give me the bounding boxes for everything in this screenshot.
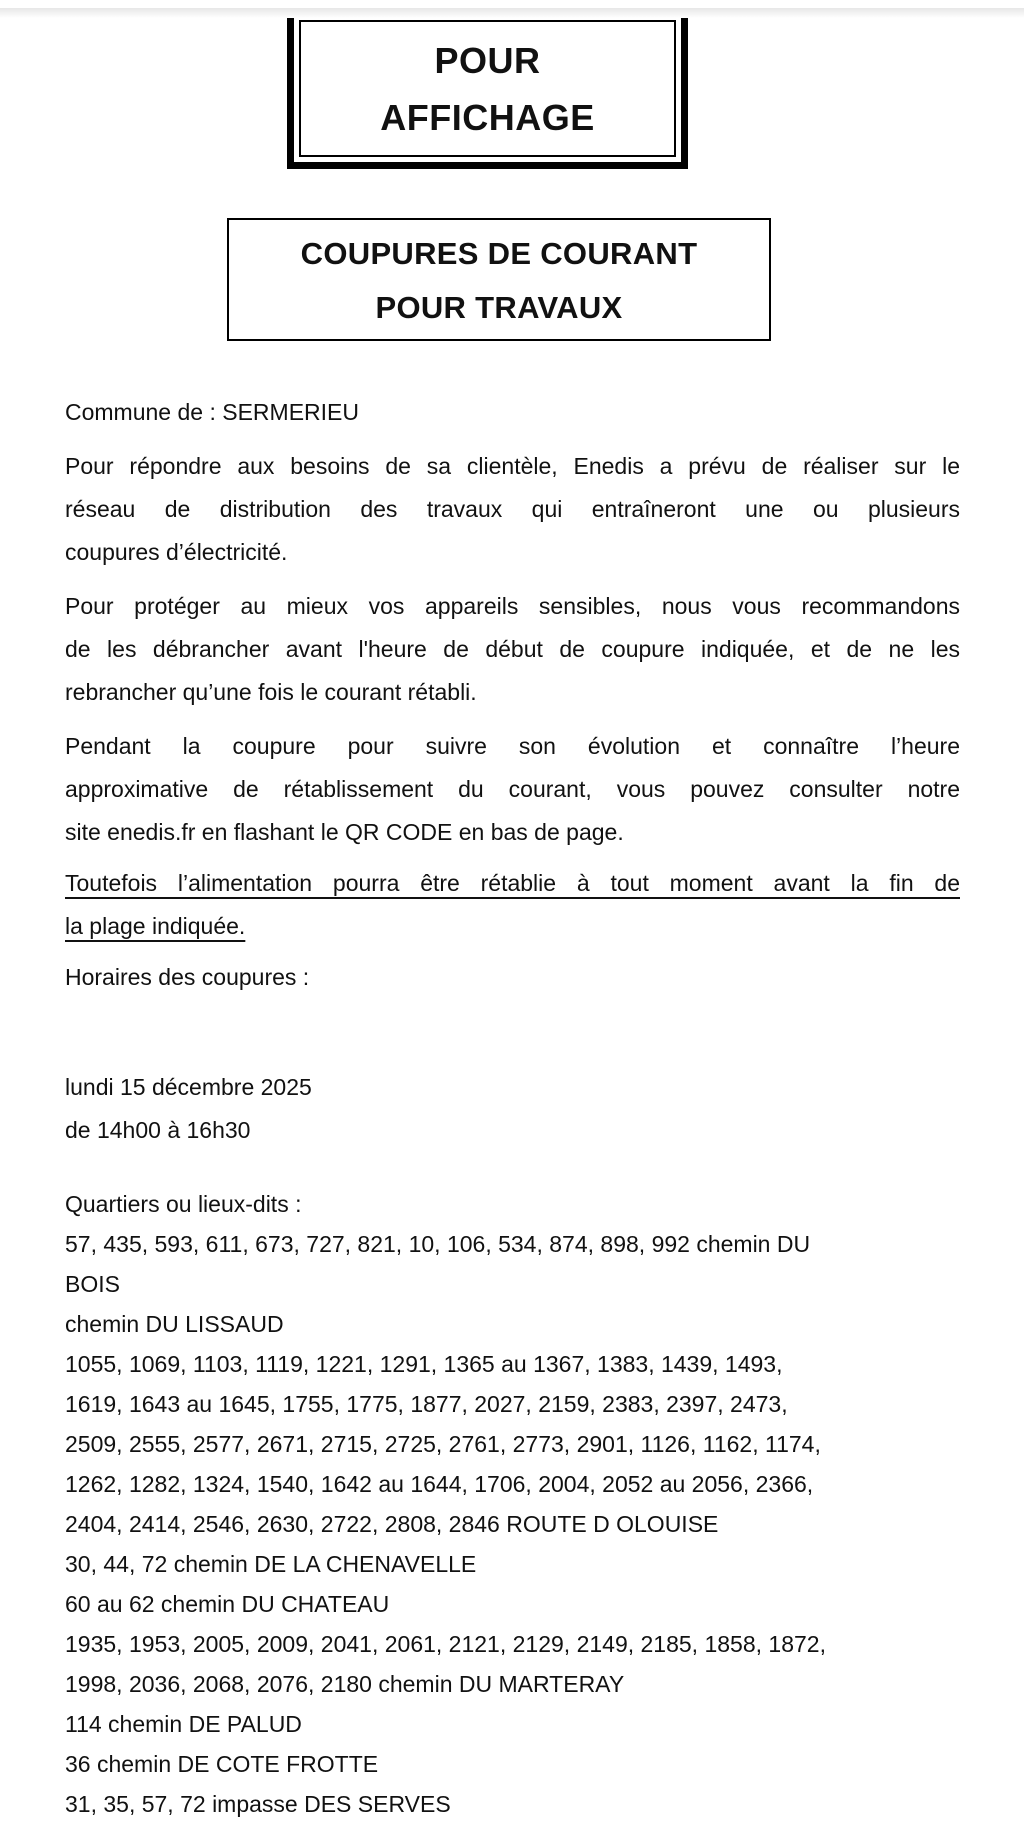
paragraph-line: approximative de rétablissement du courant, vous pouvez consulter notre [65,776,960,802]
address-line: 114 chemin DE PALUD [65,1711,302,1737]
paragraph-line: Pour protéger au mieux vos appareils sensibles, nous vous recommandons [65,593,960,619]
address-line: 1619, 1643 au 1645, 1755, 1775, 1877, 2027, 2159, 2383, 2397, 2473, [65,1391,788,1417]
address-line: 57, 435, 593, 611, 673, 727, 821, 10, 106, 534, 874, 898, 992 chemin DU [65,1231,811,1257]
address-line: 31, 35, 57, 72 impasse DES SERVES [65,1791,451,1817]
paragraph-line: coupures d’électricité. [65,539,288,565]
address-line: 30, 44, 72 chemin DE LA CHENAVELLE [65,1551,477,1577]
paragraph-protection [65,585,960,714]
paragraph-suivi [65,725,960,854]
banner-line-1: POUR [434,40,541,81]
address-line: 36 chemin DE COTE FROTTE [65,1751,379,1777]
address-line: 2509, 2555, 2577, 2671, 2715, 2725, 2761, 2773, 2901, 1126, 1162, 1174, [65,1431,821,1457]
pour-affichage-banner [287,8,688,169]
commune-line: Commune de : SERMERIEU [65,399,359,425]
title-line-1: COUPURES DE COURANT [300,236,698,271]
paragraph-line: de les débrancher avant l'heure de début de coupure indiquée, et de ne les [65,636,960,662]
banner-line-2: AFFICHAGE [380,97,595,138]
schedule-time: de 14h00 à 16h30 [65,1117,251,1143]
quartiers-label: Quartiers ou lieux-dits : [65,1191,302,1217]
schedule-date: lundi 15 décembre 2025 [65,1074,312,1100]
coupures-title-box [227,218,771,341]
address-line: 1055, 1069, 1103, 1119, 1221, 1291, 1365 au 1367, 1383, 1439, 1493, [65,1351,783,1377]
paragraph-line: site enedis.fr en flashant le QR CODE en bas de page. [65,819,624,845]
title-line-2: POUR TRAVAUX [375,290,623,325]
quartiers-section [65,1184,960,1824]
address-line: 60 au 62 chemin DU CHATEAU [65,1591,390,1617]
address-line: 1998, 2036, 2068, 2076, 2180 chemin DU MARTERAY [65,1671,625,1697]
paragraph-line: Pendant la coupure pour suivre son évolution et connaître l’heure [65,733,960,759]
pour-affichage-banner-inner [299,20,676,157]
address-line: BOIS [65,1271,120,1297]
address-line: 1935, 1953, 2005, 2009, 2041, 2061, 2121, 2129, 2149, 2185, 1858, 1872, [65,1631,826,1657]
address-line: chemin DU LISSAUD [65,1311,284,1337]
schedule-block [65,1066,960,1152]
document-body [65,391,960,1824]
horaires-label: Horaires des coupures : [65,964,310,990]
underlined-note [65,862,960,948]
address-line: 1262, 1282, 1324, 1540, 1642 au 1644, 1706, 2004, 2052 au 2056, 2366, [65,1471,814,1497]
note-line: la plage indiquée. [65,913,246,939]
paragraph-line: réseau de distribution des travaux qui entraîneront une ou plusieurs [65,496,960,522]
address-line: 2404, 2414, 2546, 2630, 2722, 2808, 2846 ROUTE D OLOUISE [65,1511,719,1537]
paragraph-line: rebrancher qu’une fois le courant rétabli. [65,679,477,705]
paragraph-intro [65,445,960,574]
page-top-shadow [0,8,1024,18]
paragraph-line: Pour répondre aux besoins de sa clientèle, Enedis a prévu de réaliser sur le [65,453,960,479]
note-line: Toutefois l’alimentation pourra être rétablie à tout moment avant la fin de [65,870,960,896]
